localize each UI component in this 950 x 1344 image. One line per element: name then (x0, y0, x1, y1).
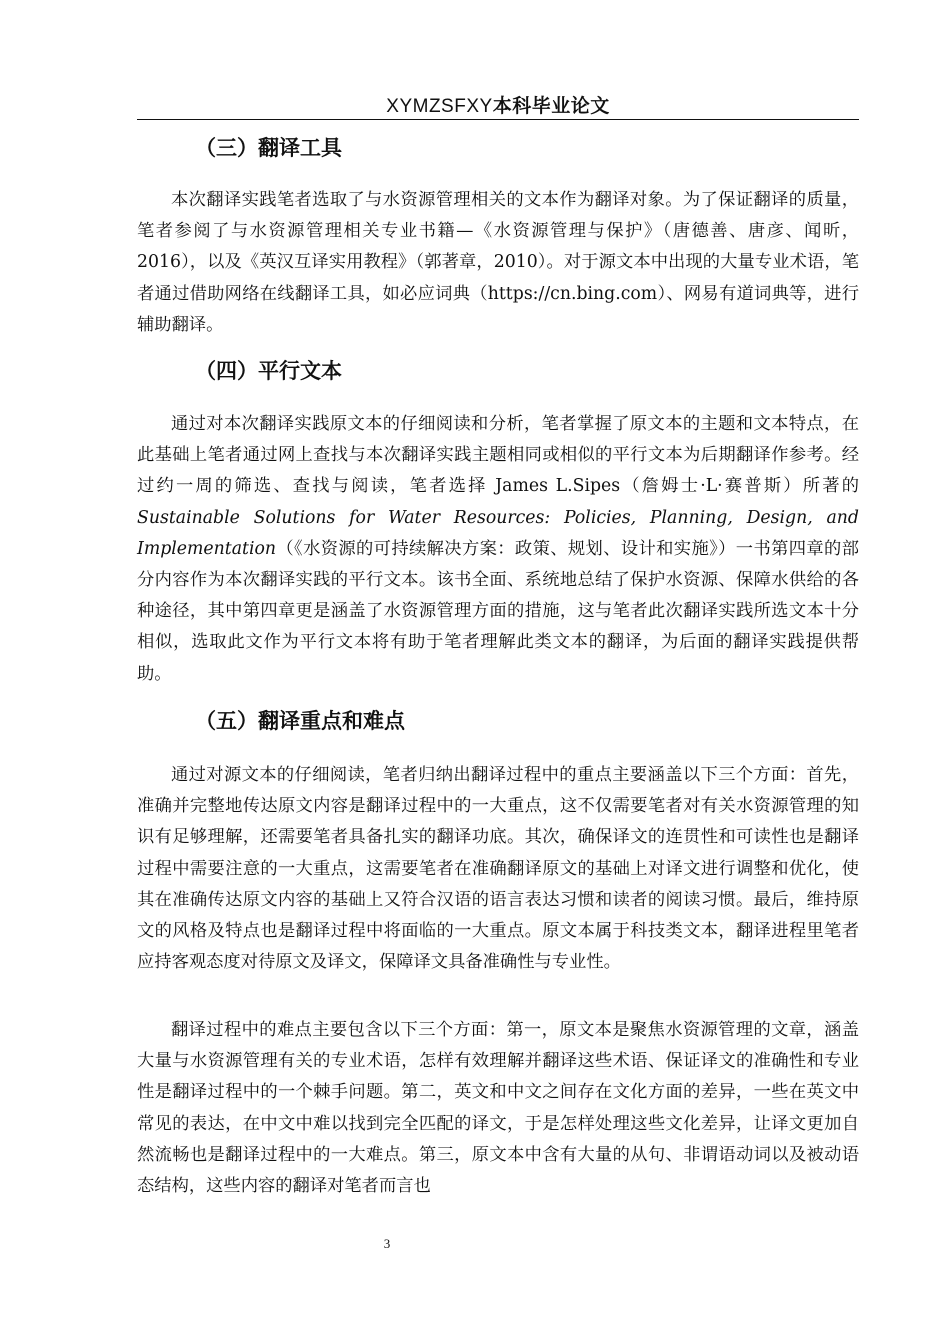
book-title: Sustainable Solutions for Water Resources: Policies, Planning, Design, and Implementation (137, 507, 859, 559)
heading-key-difficult-points: （五）翻译重点和难点 (195, 709, 405, 733)
paragraph-parallel-text (137, 409, 859, 690)
header-suffix: 本科毕业论文 (492, 95, 610, 117)
parallel-text-rest: （《水资源的可持续解决方案：政策、规划、设计和实施》）一书第四章的部分内容作为本次翻译实践的平行文本。该书全面、系统地总结了保护水资源、保障水供给的各种途径，其中第四章更是涵盖了水资源管理方面的措施，这与笔者此次翻译实践所选文本十分相似，选取此文作为平行文本将有助于笔者理解此类文本的翻译，为后面的翻译实践提供帮助。 (137, 538, 859, 684)
page-number: 3 (383, 1236, 391, 1251)
header-brand: XYMZSFXY (386, 96, 493, 117)
paragraph-key-points: 通过对源文本的仔细阅读，笔者归纳出翻译过程中的重点主要涵盖以下三个方面：首先，准确并完整地传达原文内容是翻译过程中的一大重点，这不仅需要笔者对有关水资源管理的知识有足够理解，还需要笔者具备扎实的翻译功底。其次，确保译文的连贯性和可读性也是翻译过程中需要注意的一大重点，这需要笔者在准确翻译原文的基础上对译文进行调整和优化，使其在准确传达原文内容的基础上又符合汉语的语言表达习惯和读者的阅读习惯。最后，维持原文的风格及特点也是翻译过程中将面临的一大重点。原文本属于科技类文本，翻译进程里笔者应持客观态度对待原文及译文，保障译文具备准确性与专业性。 (137, 765, 859, 973)
parallel-text-intro: 通过对本次翻译实践原文本的仔细阅读和分析，笔者掌握了原文本的主题和文本特点，在此基础上笔者通过网上查找与本次翻译实践主题相同或相似的平行文本为后期翻译作参考。经过约一周的筛选、查找与阅读，笔者选择 James L.Sipes（詹姆士·L·赛普斯）所著的 (137, 414, 859, 497)
page-header (137, 93, 859, 120)
heading-translation-tools: （三）翻译工具 (195, 136, 342, 160)
paragraph-translation-tools: 本次翻译实践笔者选取了与水资源管理相关的文本作为翻译对象。为了保证翻译的质量，笔者参阅了与水资源管理相关专业书籍—《水资源管理与保护》（唐德善、唐彦、闻昕，2016），以及《英汉互译实用教程》（郭著章，2010）。对于源文本中出现的大量专业术语，笔者通过借助网络在线翻译工具，如必应词典（https://cn.bing.com）、网易有道词典等，进行辅助翻译。 (137, 190, 859, 335)
heading-parallel-text: （四）平行文本 (195, 359, 342, 383)
paragraph-difficult-points: 翻译过程中的难点主要包含以下三个方面：第一，原文本是聚焦水资源管理的文章，涵盖大量与水资源管理有关的专业术语，怎样有效理解并翻译这些术语、保证译文的准确性和专业性是翻译过程中的一个棘手问题。第二，英文和中文之间存在文化方面的差异，一些在英文中常见的表达，在中文中难以找到完全匹配的译文，于是怎样处理这些文化差异，让译文更加自然流畅也是翻译过程中的一大难点。第三，原文本中含有大量的从句、非谓语动词以及被动语态结构，这些内容的翻译对笔者而言也 (137, 1020, 859, 1197)
